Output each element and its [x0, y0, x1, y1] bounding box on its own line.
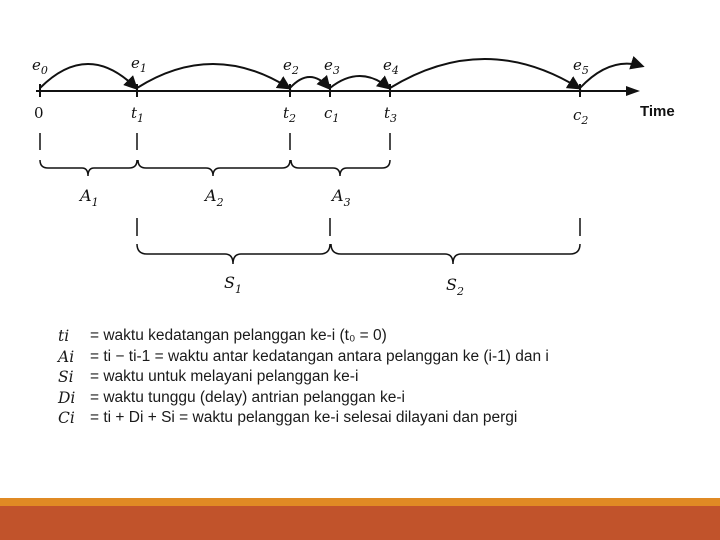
definition-row: [58, 408, 678, 429]
definition-text: = ti − ti-1 = waktu antar kedatangan antara pelanggan ke (i-1) dan i: [90, 347, 549, 365]
event-label-e4: $e_4$: [383, 56, 399, 77]
definition-row: [58, 347, 678, 368]
brace-label-s1: $S_1$: [224, 273, 242, 296]
time-axis-label: Time: [640, 103, 675, 120]
event-label-e0: $e_0$: [32, 56, 48, 77]
event-label-e2: $e_2$: [283, 56, 299, 77]
event-labels: [32, 54, 589, 77]
interarrival-guides: [40, 133, 390, 150]
definition-text: = waktu untuk melayani pelanggan ke-i: [90, 368, 359, 385]
time-axis-arrowhead: [626, 86, 640, 96]
axis-label-t2: $t_2$: [283, 104, 297, 125]
event-label-e3: $e_3$: [324, 56, 340, 77]
service-guides: [137, 218, 580, 236]
definition-symbol: Ci: [58, 409, 75, 427]
interarrival-braces: [40, 160, 390, 176]
definition-text: = ti + Di + Si = waktu pelanggan ke-i selesai dilayani dan pergi: [90, 409, 518, 426]
axis-labels: [34, 103, 675, 127]
interarrival-labels: [78, 186, 351, 209]
axis-label-zero: 0: [34, 104, 44, 122]
footer-accent-band: [0, 498, 720, 506]
definition-symbol: Ai: [58, 347, 75, 366]
footer-band: [0, 506, 720, 540]
brace-label-a3: $A_3$: [332, 186, 351, 209]
definitions-list: [58, 326, 678, 429]
definition-row: [58, 388, 678, 409]
axis-label-c1: $c_1$: [324, 104, 340, 125]
service-labels: [224, 273, 464, 298]
axis-label-t1: $t_1$: [131, 104, 145, 125]
brace-label-a2: $A_2$: [205, 186, 224, 209]
definition-symbol: Si: [58, 368, 74, 386]
definition-text: = waktu kedatangan pelanggan ke-i (t₀ = 0): [90, 327, 387, 344]
definition-row: [58, 367, 678, 388]
axis-label-c2: $c_2$: [573, 106, 589, 127]
event-label-e1: $e_1$: [131, 54, 147, 75]
brace-label-s2: $S_2$: [446, 275, 464, 298]
brace-label-a1: $A_1$: [80, 186, 99, 209]
definition-symbol: Di: [58, 388, 76, 407]
definition-text: = waktu tunggu (delay) antrian pelanggan ke-i: [90, 388, 405, 406]
definition-row: [58, 326, 678, 347]
event-label-e5: $e_5$: [573, 56, 589, 77]
service-braces: [137, 244, 580, 264]
axis-label-t3: $t_3$: [384, 104, 398, 125]
definition-symbol: ti: [58, 327, 70, 345]
